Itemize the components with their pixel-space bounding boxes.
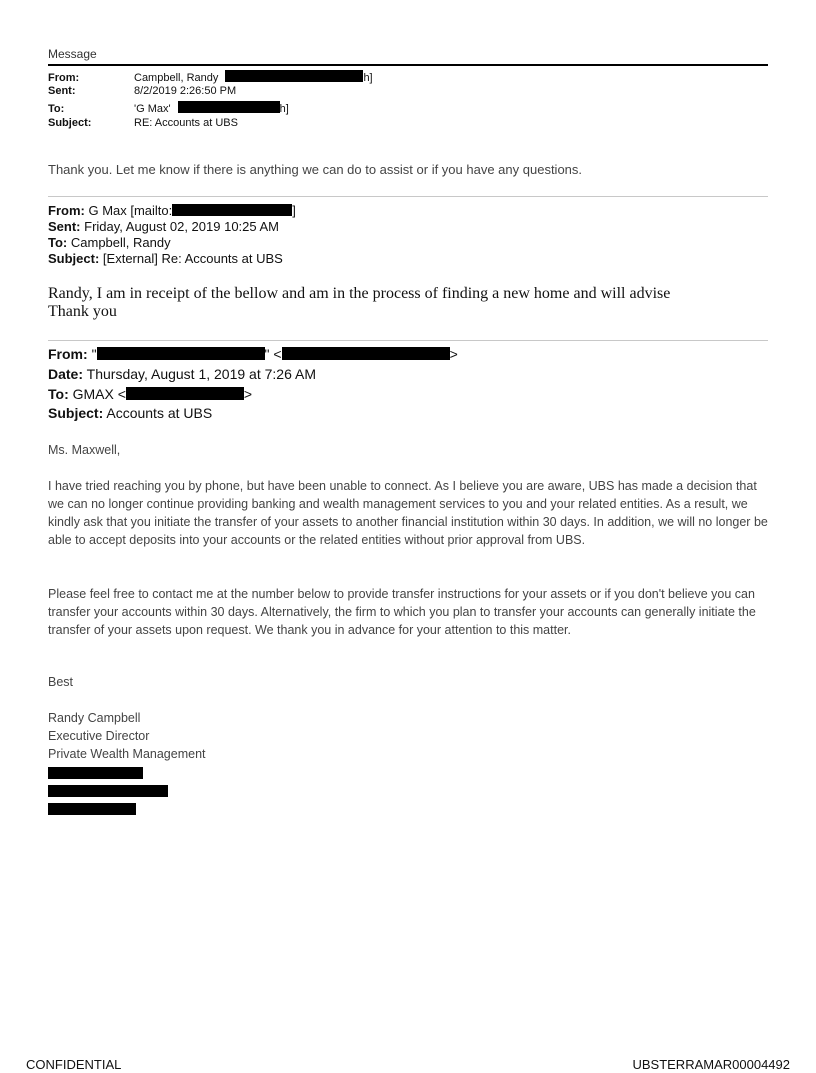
quoted2-from-mid: " < [264, 346, 282, 362]
quoted2-date-value: Thursday, August 1, 2019 at 7:26 AM [86, 366, 316, 382]
quoted1-sent-label: Sent: [48, 219, 81, 234]
quoted1-subject-value: [External] Re: Accounts at UBS [102, 251, 283, 266]
sent-value: 8/2/2019 2:26:50 PM [134, 85, 237, 97]
quoted2-date-row [48, 366, 316, 382]
redaction-block [97, 347, 265, 360]
quoted2-from-row [48, 346, 458, 362]
quoted1-from-tail: ] [292, 203, 296, 218]
header-to-row [48, 101, 289, 115]
quoted1-body-line1: Randy, I am in receipt of the bellow and am in the process of finding a new home and will advise [48, 285, 671, 302]
signature-redaction [48, 785, 168, 797]
quoted2-paragraph1: I have tried reaching you by phone, but have been unable to connect. As I believe you are aware, UBS has made a decision that we can no longer continue providing banking and wealth management services to you and your related entities. As a result, we kindly ask that you initiate the transfer of your assets to another financial institution within 30 days. In addition, we will no longer be able to accept deposits into your accounts or the related entities without prior approval from UBS. [48, 479, 768, 547]
quoted1-sent-value: Friday, August 02, 2019 10:25 AM [84, 219, 280, 234]
subject-value: RE: Accounts at UBS [134, 117, 238, 129]
quoted1-from-value: G Max [mailto: [88, 203, 173, 218]
quoted2-date-label: Date: [48, 366, 84, 382]
quoted1-body-line2: Thank you [48, 303, 117, 320]
from-label: From: [48, 72, 80, 84]
quoted1-from-label: From: [48, 203, 85, 218]
quoted2-from-open: " [91, 346, 97, 362]
quoted2-subject-label: Subject: [48, 405, 104, 421]
quoted2-to-value: GMAX < [72, 386, 126, 402]
quote-separator [48, 196, 768, 197]
quoted2-greeting: Ms. Maxwell, [48, 443, 121, 457]
redaction-block [126, 387, 244, 400]
signature-redaction [48, 767, 143, 779]
quoted2-subject-row [48, 405, 212, 421]
quoted2-paragraph2: Please feel free to contact me at the number below to provide transfer instructions for your assets or if you don't believe you can transfer your accounts within 30 days. Alternatively, the firm to which you plan to transfer your accounts can generally initiate the transfer of your assets upon request. We thank you in advance for your attention to this matter. [48, 587, 756, 637]
subject-label: Subject: [48, 117, 92, 129]
sent-label: Sent: [48, 85, 76, 97]
footer-confidential: CONFIDENTIAL [26, 1057, 122, 1072]
to-value: 'G Max' [134, 103, 171, 115]
quoted2-from-close: > [449, 346, 458, 362]
redaction-block [178, 101, 280, 113]
quoted2-to-close: > [243, 386, 253, 402]
to-label: To: [48, 103, 65, 115]
quoted2-to-label: To: [48, 386, 69, 402]
quoted1-to-value: Campbell, Randy [70, 235, 171, 250]
signature-name: Randy Campbell [48, 711, 141, 725]
message-title: Message [48, 47, 97, 61]
quoted1-subject-label: Subject: [48, 251, 100, 266]
quoted2-from-label: From: [48, 346, 88, 362]
quote-separator [48, 340, 768, 341]
header-sent-row [48, 85, 236, 97]
quoted2-closing: Best [48, 675, 74, 689]
from-value: Campbell, Randy [134, 72, 219, 84]
signature-department: Private Wealth Management [48, 747, 206, 761]
quoted1-to-row [48, 235, 171, 250]
header-from-row [48, 70, 373, 84]
from-tail: h] [363, 72, 373, 84]
quoted1-subject-row [48, 251, 283, 266]
header-divider [48, 64, 768, 66]
header-subject-row [48, 117, 238, 129]
redaction-block [282, 347, 450, 360]
quoted1-to-label: To: [48, 235, 68, 250]
signature-title: Executive Director [48, 729, 150, 743]
signature-redaction [48, 803, 136, 815]
quoted1-sent-row [48, 219, 279, 234]
redaction-block [225, 70, 363, 82]
footer-bates-number: UBSTERRAMAR00004492 [632, 1057, 790, 1072]
quoted2-subject-value: Accounts at UBS [106, 405, 213, 421]
quoted1-from-row [48, 203, 296, 218]
reply-body: Thank you. Let me know if there is anything we can do to assist or if you have any questions. [48, 162, 583, 177]
quoted2-to-row [48, 386, 252, 402]
redaction-block [172, 204, 292, 216]
to-tail: h] [279, 103, 289, 115]
